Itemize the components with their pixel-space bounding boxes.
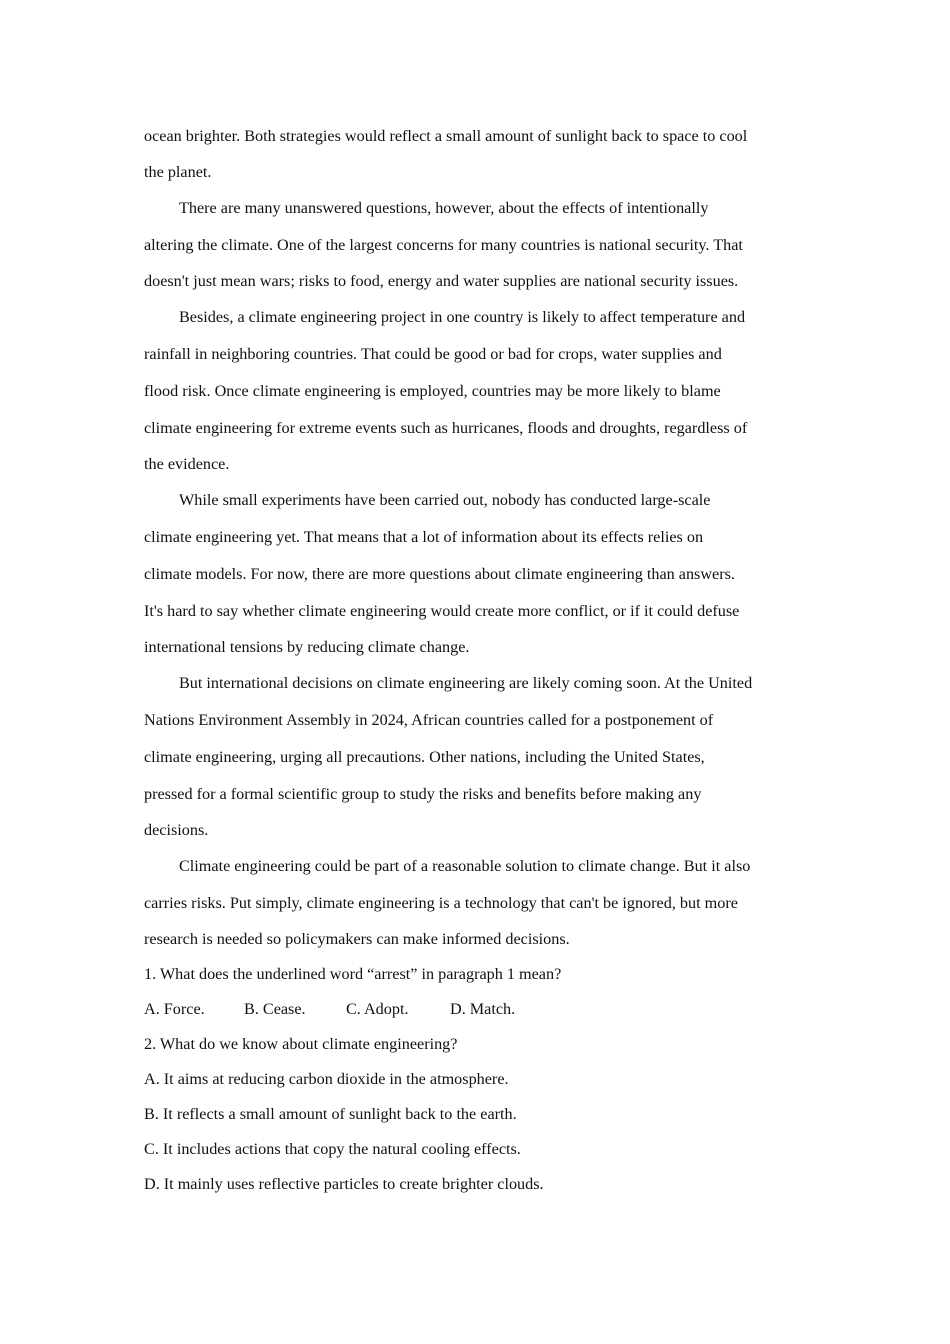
text-line: rainfall in neighboring countries. That could be good or bad for crops, water supplies and xyxy=(144,345,722,363)
answer-option: A. It aims at reducing carbon dioxide in the atmosphere. xyxy=(144,1070,509,1088)
answer-options xyxy=(144,992,810,1027)
text-line: climate engineering yet. That means that a lot of information about its effects relies on xyxy=(144,528,704,546)
passage xyxy=(144,118,810,957)
question-stem: 2. What do we know about climate engineering? xyxy=(144,1035,458,1053)
text-line: climate models. For now, there are more questions about climate engineering than answers. xyxy=(144,565,735,583)
text-line: But international decisions on climate engineering are likely coming soon. At the United xyxy=(179,674,753,692)
text-line: decisions. xyxy=(144,821,209,839)
text-line: There are many unanswered questions, however, about the effects of intentionally xyxy=(179,199,709,217)
answer-option: B. It reflects a small amount of sunlight back to the earth. xyxy=(144,1105,517,1123)
text-line: pressed for a formal scientific group to study the risks and benefits before making any xyxy=(144,785,702,803)
text-line: climate engineering for extreme events such as hurricanes, floods and droughts, regardless of xyxy=(144,419,748,437)
text-line: climate engineering, urging all precautions. Other nations, including the United States, xyxy=(144,748,705,766)
paragraph xyxy=(144,118,810,190)
answer-option: D. Match. xyxy=(450,1000,516,1018)
text-line: flood risk. Once climate engineering is employed, countries may be more likely to blame xyxy=(144,382,721,400)
document-page xyxy=(144,118,810,1202)
text-line: It's hard to say whether climate engineering would create more conflict, or if it could defuse xyxy=(144,602,740,620)
paragraph xyxy=(144,190,810,299)
text-line: While small experiments have been carried out, nobody has conducted large-scale xyxy=(179,491,711,509)
text-line: the planet. xyxy=(144,163,212,181)
text-line: carries risks. Put simply, climate engineering is a technology that can't be ignored, but more xyxy=(144,894,738,912)
paragraph xyxy=(144,299,810,482)
paragraph xyxy=(144,482,810,665)
answer-option: C. Adopt. xyxy=(346,1000,409,1018)
text-line: doesn't just mean wars; risks to food, energy and water supplies are national security issues. xyxy=(144,272,739,290)
question-stem: 1. What does the underlined word “arrest” in paragraph 1 mean? xyxy=(144,965,562,983)
text-line: Nations Environment Assembly in 2024, African countries called for a postponement of xyxy=(144,711,714,729)
paragraph xyxy=(144,665,810,848)
question xyxy=(144,957,810,1027)
text-line: research is needed so policymakers can make informed decisions. xyxy=(144,930,570,948)
questions xyxy=(144,957,810,1202)
text-line: ocean brighter. Both strategies would reflect a small amount of sunlight back to space to cool xyxy=(144,127,748,145)
text-line: the evidence. xyxy=(144,455,230,473)
text-line: Besides, a climate engineering project in one country is likely to affect temperature and xyxy=(179,308,746,326)
answer-option: B. Cease. xyxy=(244,1000,306,1018)
text-line: international tensions by reducing climate change. xyxy=(144,638,470,656)
answer-option: C. It includes actions that copy the natural cooling effects. xyxy=(144,1140,521,1158)
paragraph xyxy=(144,848,810,957)
question xyxy=(144,1027,810,1202)
answer-option: A. Force. xyxy=(144,1000,205,1018)
text-line: altering the climate. One of the largest concerns for many countries is national security. That xyxy=(144,236,743,254)
answer-option: D. It mainly uses reflective particles to create brighter clouds. xyxy=(144,1175,544,1193)
text-line: Climate engineering could be part of a reasonable solution to climate change. But it also xyxy=(179,857,751,875)
